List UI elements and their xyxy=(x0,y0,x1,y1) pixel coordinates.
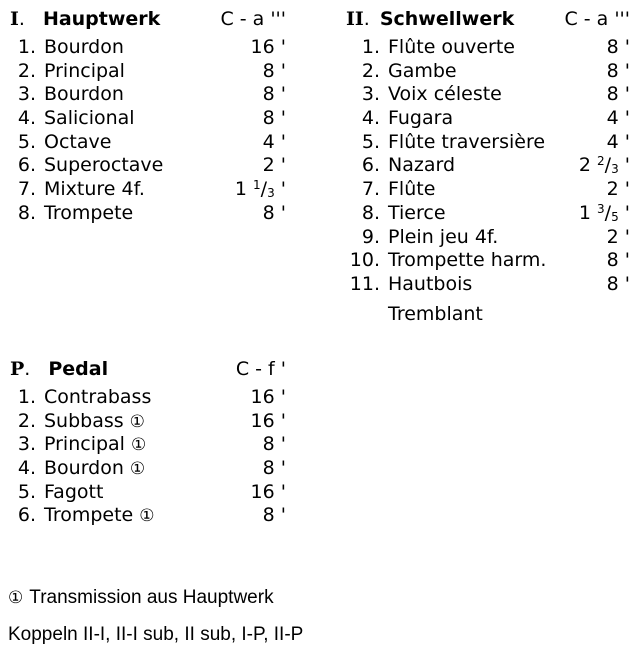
stop-name xyxy=(380,36,515,60)
stop-name xyxy=(380,83,502,107)
stop-number: 6. xyxy=(17,154,36,177)
stop-row xyxy=(10,107,286,131)
stop-name xyxy=(36,202,133,226)
stop-list xyxy=(10,36,286,226)
stop-name xyxy=(380,249,546,273)
stop-row xyxy=(10,410,286,434)
stop-name-text: Bourdon xyxy=(44,83,124,106)
stop-row xyxy=(346,60,630,84)
stop-name xyxy=(36,83,124,107)
stop-name-text: Flûte traversière xyxy=(388,130,546,153)
stop-row xyxy=(346,249,630,273)
stop-row xyxy=(346,154,630,178)
stop-row xyxy=(346,226,630,250)
stop-row xyxy=(10,60,286,84)
stop-number: 1. xyxy=(17,36,36,58)
stop-name-text: Principal xyxy=(44,59,125,82)
pitch-whole: 1 xyxy=(234,178,247,201)
stop-number: 5. xyxy=(17,130,36,153)
stop-name-text: Flûte ouverte xyxy=(388,36,515,58)
stop-name-text: Bourdon xyxy=(44,457,124,480)
stop-number: 11. xyxy=(349,272,380,295)
stop-name xyxy=(36,60,125,84)
stop-name xyxy=(36,36,124,60)
stop-row xyxy=(346,273,630,297)
stop-row xyxy=(10,504,286,528)
stop-number: 7. xyxy=(361,178,380,201)
stop-row xyxy=(10,154,286,178)
stop-name-text: Superoctave xyxy=(44,154,164,177)
stop-pitch: 2 ' xyxy=(262,154,286,177)
stop-number: 6. xyxy=(17,504,36,527)
stop-row xyxy=(10,131,286,155)
stop-name-text: Flûte xyxy=(388,178,436,201)
stop-number: 6. xyxy=(361,154,380,177)
division-numeral: P xyxy=(10,358,25,380)
stop-pitch: 8 ' xyxy=(262,433,286,456)
stop-number: 1. xyxy=(17,386,36,408)
stop-pitch: 8 ' xyxy=(606,59,630,82)
couplers-line: Koppeln II-I, II-I sub, II sub, I-P, II-P xyxy=(8,624,304,645)
division-hauptwerk xyxy=(10,8,286,226)
division-header: P . Pedal C - f ' xyxy=(10,358,286,380)
division-schwellwerk xyxy=(346,8,630,327)
stop-pitch: 8 ' xyxy=(606,83,630,106)
footnote-text: Transmission aus Hauptwerk xyxy=(29,587,274,608)
stop-name-text: Trompete xyxy=(44,201,134,224)
pitch-unit: ' xyxy=(280,178,286,201)
compass-range: C - f ' xyxy=(235,358,286,380)
stop-pitch: 2 ' xyxy=(606,225,630,248)
stop-number: 5. xyxy=(361,130,380,153)
division-title: Hauptwerk xyxy=(42,8,161,30)
stop-name xyxy=(380,202,446,226)
transmission-mark: ① xyxy=(129,459,146,480)
stop-name-text: Octave xyxy=(44,130,112,153)
stop-pitch: 16 ' xyxy=(250,409,286,432)
stop-name-text: Plein jeu 4f. xyxy=(388,225,499,248)
transmission-mark: ① xyxy=(129,411,145,432)
compass-range: C - a ''' xyxy=(220,8,286,30)
stop-number: 3. xyxy=(17,83,36,106)
division-title: Schwellwerk xyxy=(379,8,515,30)
stop-pitch: 4 ' xyxy=(606,107,630,130)
stop-name-text: Voix céleste xyxy=(388,83,502,106)
stop-pitch: 8 ' xyxy=(262,59,286,82)
stop-name xyxy=(36,433,146,458)
stop-pitch: 16 ' xyxy=(250,386,286,408)
stop-number: 7. xyxy=(17,178,36,201)
tremulant-label: Tremblant xyxy=(388,302,483,325)
stop-name-text: Tierce xyxy=(388,201,446,224)
stop-name-text: Bourdon xyxy=(44,36,124,58)
stop-list xyxy=(10,386,286,528)
division-pedal xyxy=(10,358,286,528)
pitch-denominator: 3 xyxy=(611,162,619,177)
stop-pitch: 8 ' xyxy=(606,36,630,58)
stop-row xyxy=(346,178,630,202)
stop-row xyxy=(10,433,286,457)
pitch-denominator: 5 xyxy=(611,209,619,224)
division-numeral: II xyxy=(346,8,364,30)
stop-name xyxy=(380,154,455,178)
stop-name-text: Nazard xyxy=(388,154,456,177)
stop-name-text: Salicional xyxy=(44,107,135,130)
stop-row xyxy=(346,83,630,107)
stop-name xyxy=(36,386,151,410)
stop-name xyxy=(380,178,435,202)
pitch-numerator: 1 xyxy=(253,178,261,193)
stop-number: 2. xyxy=(17,59,36,82)
stop-name-text: Trompette harm. xyxy=(388,249,547,272)
transmission-mark: ① xyxy=(130,435,147,456)
stop-row xyxy=(10,386,286,410)
stop-number: 4. xyxy=(17,457,36,480)
pitch-denominator: 3 xyxy=(267,186,275,201)
stop-number: 3. xyxy=(17,433,36,456)
stop-number: 4. xyxy=(361,107,380,130)
stop-pitch: 8 ' xyxy=(606,249,630,272)
stop-name xyxy=(36,481,103,505)
stop-row xyxy=(346,131,630,155)
stop-pitch: 8 ' xyxy=(262,457,286,480)
stop-name xyxy=(380,226,498,250)
stop-pitch: 16 ' xyxy=(250,480,286,503)
stop-name xyxy=(36,410,145,435)
transmission-mark: ① xyxy=(139,506,155,527)
footnote xyxy=(8,586,274,609)
stop-pitch: 2 ' xyxy=(606,178,630,201)
stop-list xyxy=(346,36,630,297)
stop-name xyxy=(380,131,545,155)
stop-pitch: 8 ' xyxy=(262,107,286,130)
stop-name xyxy=(36,504,154,529)
stop-name xyxy=(36,178,145,202)
stop-number: 8. xyxy=(17,201,36,224)
stop-row xyxy=(10,457,286,481)
stop-pitch: 4 ' xyxy=(606,130,630,153)
stop-name-text: Principal xyxy=(44,433,125,456)
stop-number: 2. xyxy=(17,409,36,432)
stop-name-text: Fagott xyxy=(44,480,104,503)
pitch-numerator: 3 xyxy=(597,201,605,216)
stop-pitch: 1 $^3/_5$ ' xyxy=(578,201,630,224)
stop-name-text: Gambe xyxy=(388,59,457,82)
stop-number: 10. xyxy=(349,249,380,272)
stop-name xyxy=(36,131,111,155)
stop-number: 2. xyxy=(361,59,380,82)
stop-name xyxy=(380,273,472,297)
pitch-whole: 2 xyxy=(578,154,591,177)
stop-pitch: 2 $^2/_3$ ' xyxy=(578,154,630,177)
pitch-unit: ' xyxy=(624,201,630,224)
compass-range: C - a ''' xyxy=(564,8,630,30)
stop-row xyxy=(346,107,630,131)
stop-row xyxy=(10,202,286,226)
stop-pitch: 8 ' xyxy=(262,504,286,527)
division-header: I . Hauptwerk C - a ''' xyxy=(10,8,286,30)
stop-pitch: 1 $^1/_3$ ' xyxy=(234,178,286,201)
stop-number: 8. xyxy=(361,201,380,224)
stop-name-text: Mixture 4f. xyxy=(44,178,145,201)
stop-name xyxy=(380,107,453,131)
stop-row xyxy=(10,36,286,60)
pitch-numerator: 2 xyxy=(597,154,605,169)
stop-number: 1. xyxy=(361,36,380,58)
stop-pitch: 8 ' xyxy=(606,272,630,295)
stop-row xyxy=(10,481,286,505)
stop-pitch: 16 ' xyxy=(250,36,286,58)
stop-name-text: Subbass xyxy=(44,409,124,432)
stop-row xyxy=(10,83,286,107)
division-header: II . Schwellwerk C - a ''' xyxy=(346,8,630,30)
pitch-unit: ' xyxy=(624,154,630,177)
stop-name-text: Hautbois xyxy=(388,272,473,295)
stop-name-text: Trompete xyxy=(44,504,134,527)
stop-number: 3. xyxy=(361,83,380,106)
stop-name-text: Contrabass xyxy=(44,386,152,408)
stop-name xyxy=(36,457,145,482)
stop-name xyxy=(380,60,457,84)
pitch-whole: 1 xyxy=(578,201,591,224)
stop-number: 5. xyxy=(17,480,36,503)
stop-name xyxy=(36,154,163,178)
stop-pitch: 4 ' xyxy=(262,130,286,153)
stop-pitch: 8 ' xyxy=(262,201,286,224)
stop-name xyxy=(36,107,135,131)
division-numeral: I xyxy=(10,8,19,30)
stop-row xyxy=(346,36,630,60)
stop-name-text: Fugara xyxy=(388,107,454,130)
stop-row xyxy=(10,178,286,202)
stop-pitch: 8 ' xyxy=(262,83,286,106)
transmission-mark: ① xyxy=(8,588,24,608)
division-title: Pedal xyxy=(48,358,109,380)
stop-row xyxy=(346,202,630,226)
stop-number: 9. xyxy=(361,225,380,248)
stop-number: 4. xyxy=(17,107,36,130)
